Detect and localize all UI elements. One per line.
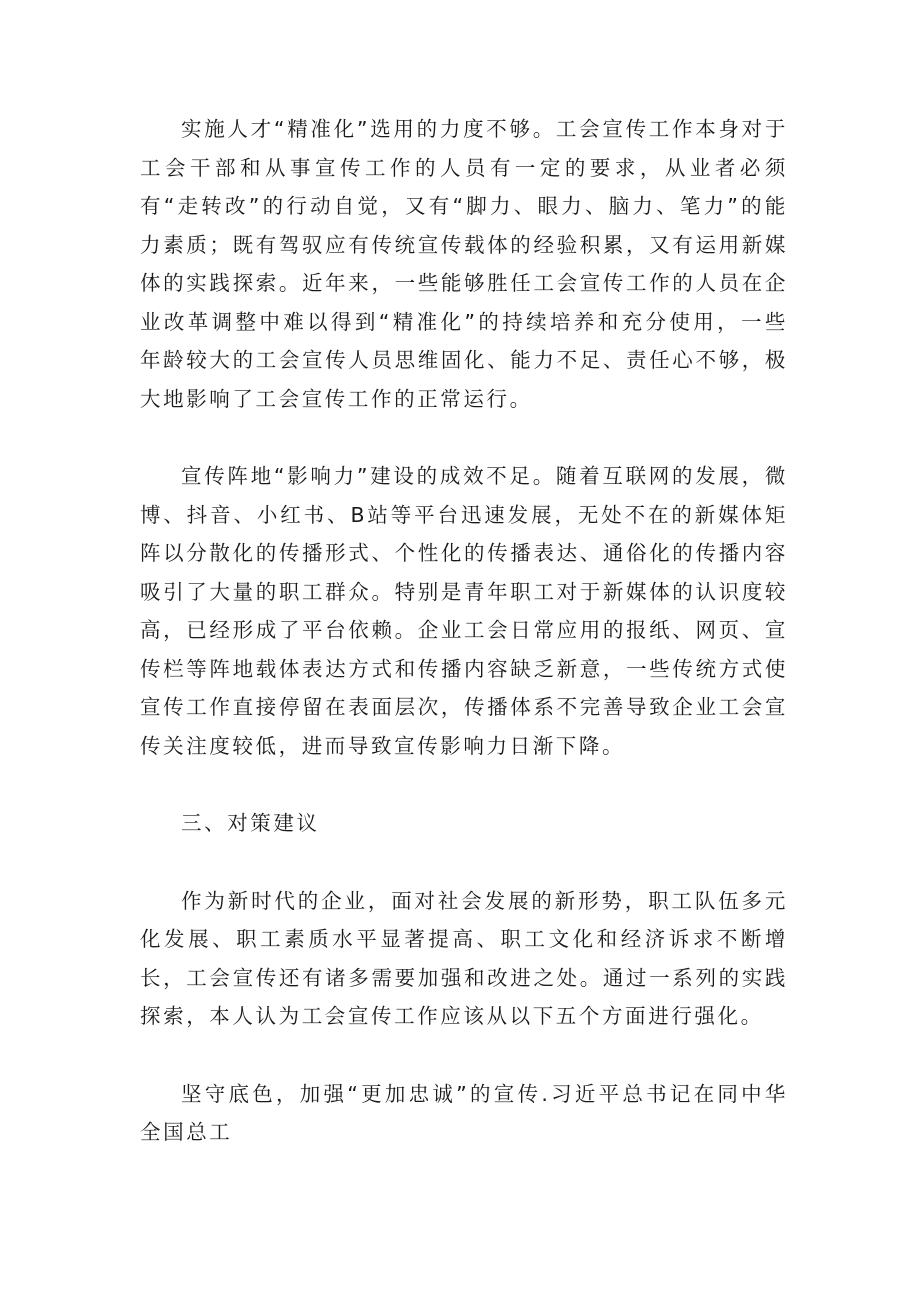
paragraph-media-influence: 宣传阵地“影响力”建设的成效不足。随着互联网的发展，微博、抖音、小红书、B站等平台迅速发展，无处不在的新媒体矩阵以分散化的传播形式、个性化的传播表达、通俗化的传播内容吸引了大量的职工群众。特别是青年职工对于新媒体的认识度较高，已经形成了平台依赖。企业工会日常应用的报纸、网页、宣传栏等阵地载体表达方式和传播内容缺乏新意，一些传统方式使宣传工作直接停留在表面层次，传播体系不完善导致企业工会宣传关注度较低，进而导致宣传影响力日渐下降。 xyxy=(140,464,788,758)
paragraph-intro-suggestions: 作为新时代的企业，面对社会发展的新形势，职工队伍多元化发展、职工素质水平显著提高、职工文化和经济诉求不断增长，工会宣传还有诸多需要加强和改进之处。通过一系列的实践探索，本人认为工会宣传工作应该从以下五个方面进行强化。 xyxy=(140,888,788,1028)
section-heading: 三、对策建议 xyxy=(181,811,320,835)
paragraph-spacer xyxy=(140,843,788,882)
paragraph-spacer xyxy=(140,418,788,457)
paragraph-spacer xyxy=(140,1036,788,1075)
document-body xyxy=(140,110,788,1152)
paragraph-spacer xyxy=(140,765,788,804)
paragraph-loyalty: 坚守底色，加强“更加忠诚”的宣传.习近平总书记在同中华全国总工 xyxy=(140,1081,788,1144)
paragraph-talent-selection: 实施人才“精准化”选用的力度不够。工会宣传工作本身对于工会干部和从事宣传工作的人员有一定的要求，从业者必须有“走转改”的行动自觉，又有“脚力、眼力、脑力、笔力”的能力素质；既有驾驭应有传统宣传载体的经验积累，又有运用新媒体的实践探索。近年来，一些能够胜任工会宣传工作的人员在企业改革调整中难以得到“精准化”的持续培养和充分使用，一些年龄较大的工会宣传人员思维固化、能力不足、责任心不够，极大地影响了工会宣传工作的正常运行。 xyxy=(140,117,788,411)
